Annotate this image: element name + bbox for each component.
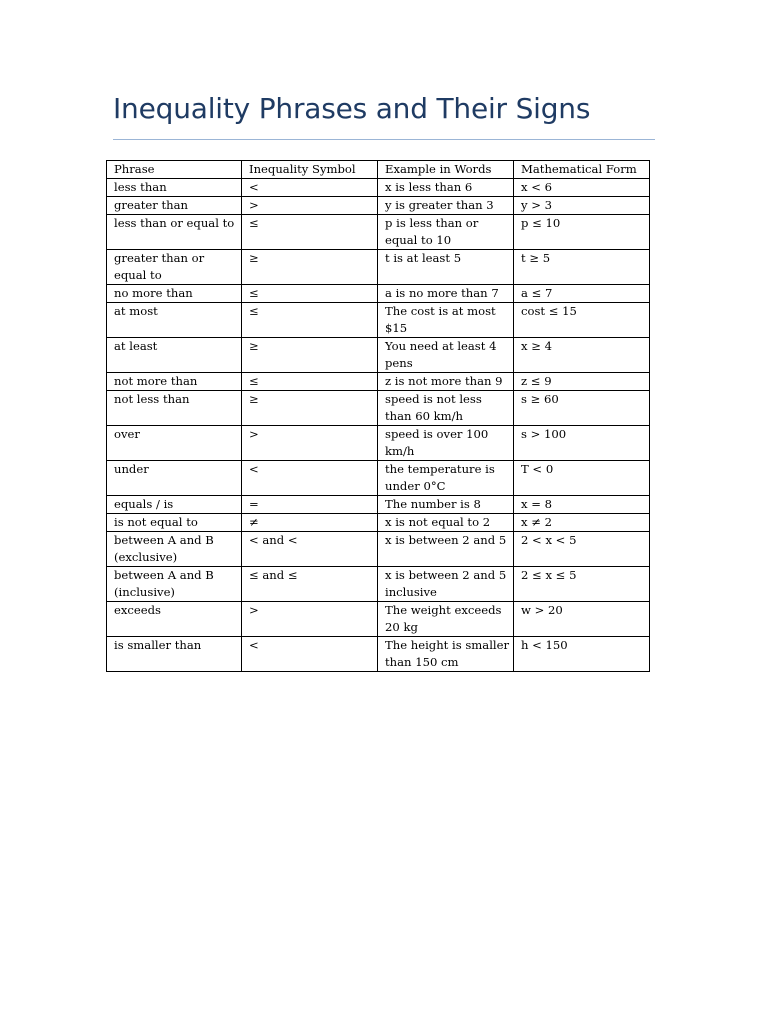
example-cell: z is not more than 9 (378, 373, 514, 391)
header-mathematical-form: Mathematical Form (514, 161, 650, 179)
example-cell: The height is smaller than 150 cm (378, 637, 514, 672)
math-form-cell: p ≤ 10 (514, 215, 650, 250)
table-row (107, 250, 650, 285)
example-cell: You need at least 4 pens (378, 338, 514, 373)
table-row (107, 179, 650, 197)
math-form-cell: h < 150 (514, 637, 650, 672)
math-form-cell: s ≥ 60 (514, 391, 650, 426)
symbol-cell: ≥ (242, 391, 378, 426)
table-header-row (107, 161, 650, 179)
example-cell: y is greater than 3 (378, 197, 514, 215)
symbol-cell: < (242, 179, 378, 197)
example-cell: x is not equal to 2 (378, 514, 514, 532)
phrase-cell: is not equal to (107, 514, 242, 532)
phrase-cell: under (107, 461, 242, 496)
math-form-cell: y > 3 (514, 197, 650, 215)
math-form-cell: a ≤ 7 (514, 285, 650, 303)
phrase-cell: greater than (107, 197, 242, 215)
symbol-cell: < (242, 637, 378, 672)
symbol-cell: < (242, 461, 378, 496)
table-row (107, 637, 650, 672)
math-form-cell: s > 100 (514, 426, 650, 461)
phrase-cell: exceeds (107, 602, 242, 637)
page-title: Inequality Phrases and Their Signs (113, 92, 591, 125)
symbol-cell: ≤ (242, 285, 378, 303)
symbol-cell: ≥ (242, 250, 378, 285)
example-cell: The cost is at most $15 (378, 303, 514, 338)
table-row (107, 602, 650, 637)
math-form-cell: x < 6 (514, 179, 650, 197)
phrase-cell: between A and B (inclusive) (107, 567, 242, 602)
phrase-cell: between A and B (exclusive) (107, 532, 242, 567)
symbol-cell: = (242, 496, 378, 514)
phrase-cell: greater than or equal to (107, 250, 242, 285)
title-underline (113, 139, 655, 140)
phrase-cell: is smaller than (107, 637, 242, 672)
table-row (107, 496, 650, 514)
example-cell: speed is over 100 km/h (378, 426, 514, 461)
math-form-cell: x ≥ 4 (514, 338, 650, 373)
example-cell: The weight exceeds 20 kg (378, 602, 514, 637)
table-row (107, 215, 650, 250)
header-phrase: Phrase (107, 161, 242, 179)
example-cell: p is less than or equal to 10 (378, 215, 514, 250)
phrase-cell: at most (107, 303, 242, 338)
table-row (107, 373, 650, 391)
example-cell: speed is not less than 60 km/h (378, 391, 514, 426)
phrase-cell: less than (107, 179, 242, 197)
symbol-cell: > (242, 426, 378, 461)
math-form-cell: cost ≤ 15 (514, 303, 650, 338)
math-form-cell: t ≥ 5 (514, 250, 650, 285)
header-example-in-words: Example in Words (378, 161, 514, 179)
symbol-cell: ≥ (242, 338, 378, 373)
symbol-cell: ≤ (242, 373, 378, 391)
table-row (107, 567, 650, 602)
header-inequality-symbol: Inequality Symbol (242, 161, 378, 179)
symbol-cell: ≠ (242, 514, 378, 532)
phrase-cell: over (107, 426, 242, 461)
math-form-cell: 2 < x < 5 (514, 532, 650, 567)
phrase-cell: not more than (107, 373, 242, 391)
table-row (107, 197, 650, 215)
phrase-cell: not less than (107, 391, 242, 426)
math-form-cell: T < 0 (514, 461, 650, 496)
phrase-cell: at least (107, 338, 242, 373)
phrase-cell: less than or equal to (107, 215, 242, 250)
example-cell: the temperature is under 0°C (378, 461, 514, 496)
math-form-cell: x = 8 (514, 496, 650, 514)
table-row (107, 426, 650, 461)
phrase-cell: no more than (107, 285, 242, 303)
example-cell: a is no more than 7 (378, 285, 514, 303)
phrase-cell: equals / is (107, 496, 242, 514)
math-form-cell: x ≠ 2 (514, 514, 650, 532)
math-form-cell: z ≤ 9 (514, 373, 650, 391)
symbol-cell: < and < (242, 532, 378, 567)
table-row (107, 461, 650, 496)
inequality-table (106, 160, 650, 672)
symbol-cell: ≤ (242, 215, 378, 250)
example-cell: The number is 8 (378, 496, 514, 514)
table-row (107, 391, 650, 426)
table-row (107, 338, 650, 373)
table-row (107, 514, 650, 532)
table-row (107, 532, 650, 567)
symbol-cell: > (242, 197, 378, 215)
math-form-cell: w > 20 (514, 602, 650, 637)
example-cell: x is less than 6 (378, 179, 514, 197)
table-row (107, 303, 650, 338)
example-cell: x is between 2 and 5 (378, 532, 514, 567)
math-form-cell: 2 ≤ x ≤ 5 (514, 567, 650, 602)
example-cell: x is between 2 and 5 inclusive (378, 567, 514, 602)
symbol-cell: ≤ (242, 303, 378, 338)
table-row (107, 285, 650, 303)
example-cell: t is at least 5 (378, 250, 514, 285)
symbol-cell: ≤ and ≤ (242, 567, 378, 602)
symbol-cell: > (242, 602, 378, 637)
